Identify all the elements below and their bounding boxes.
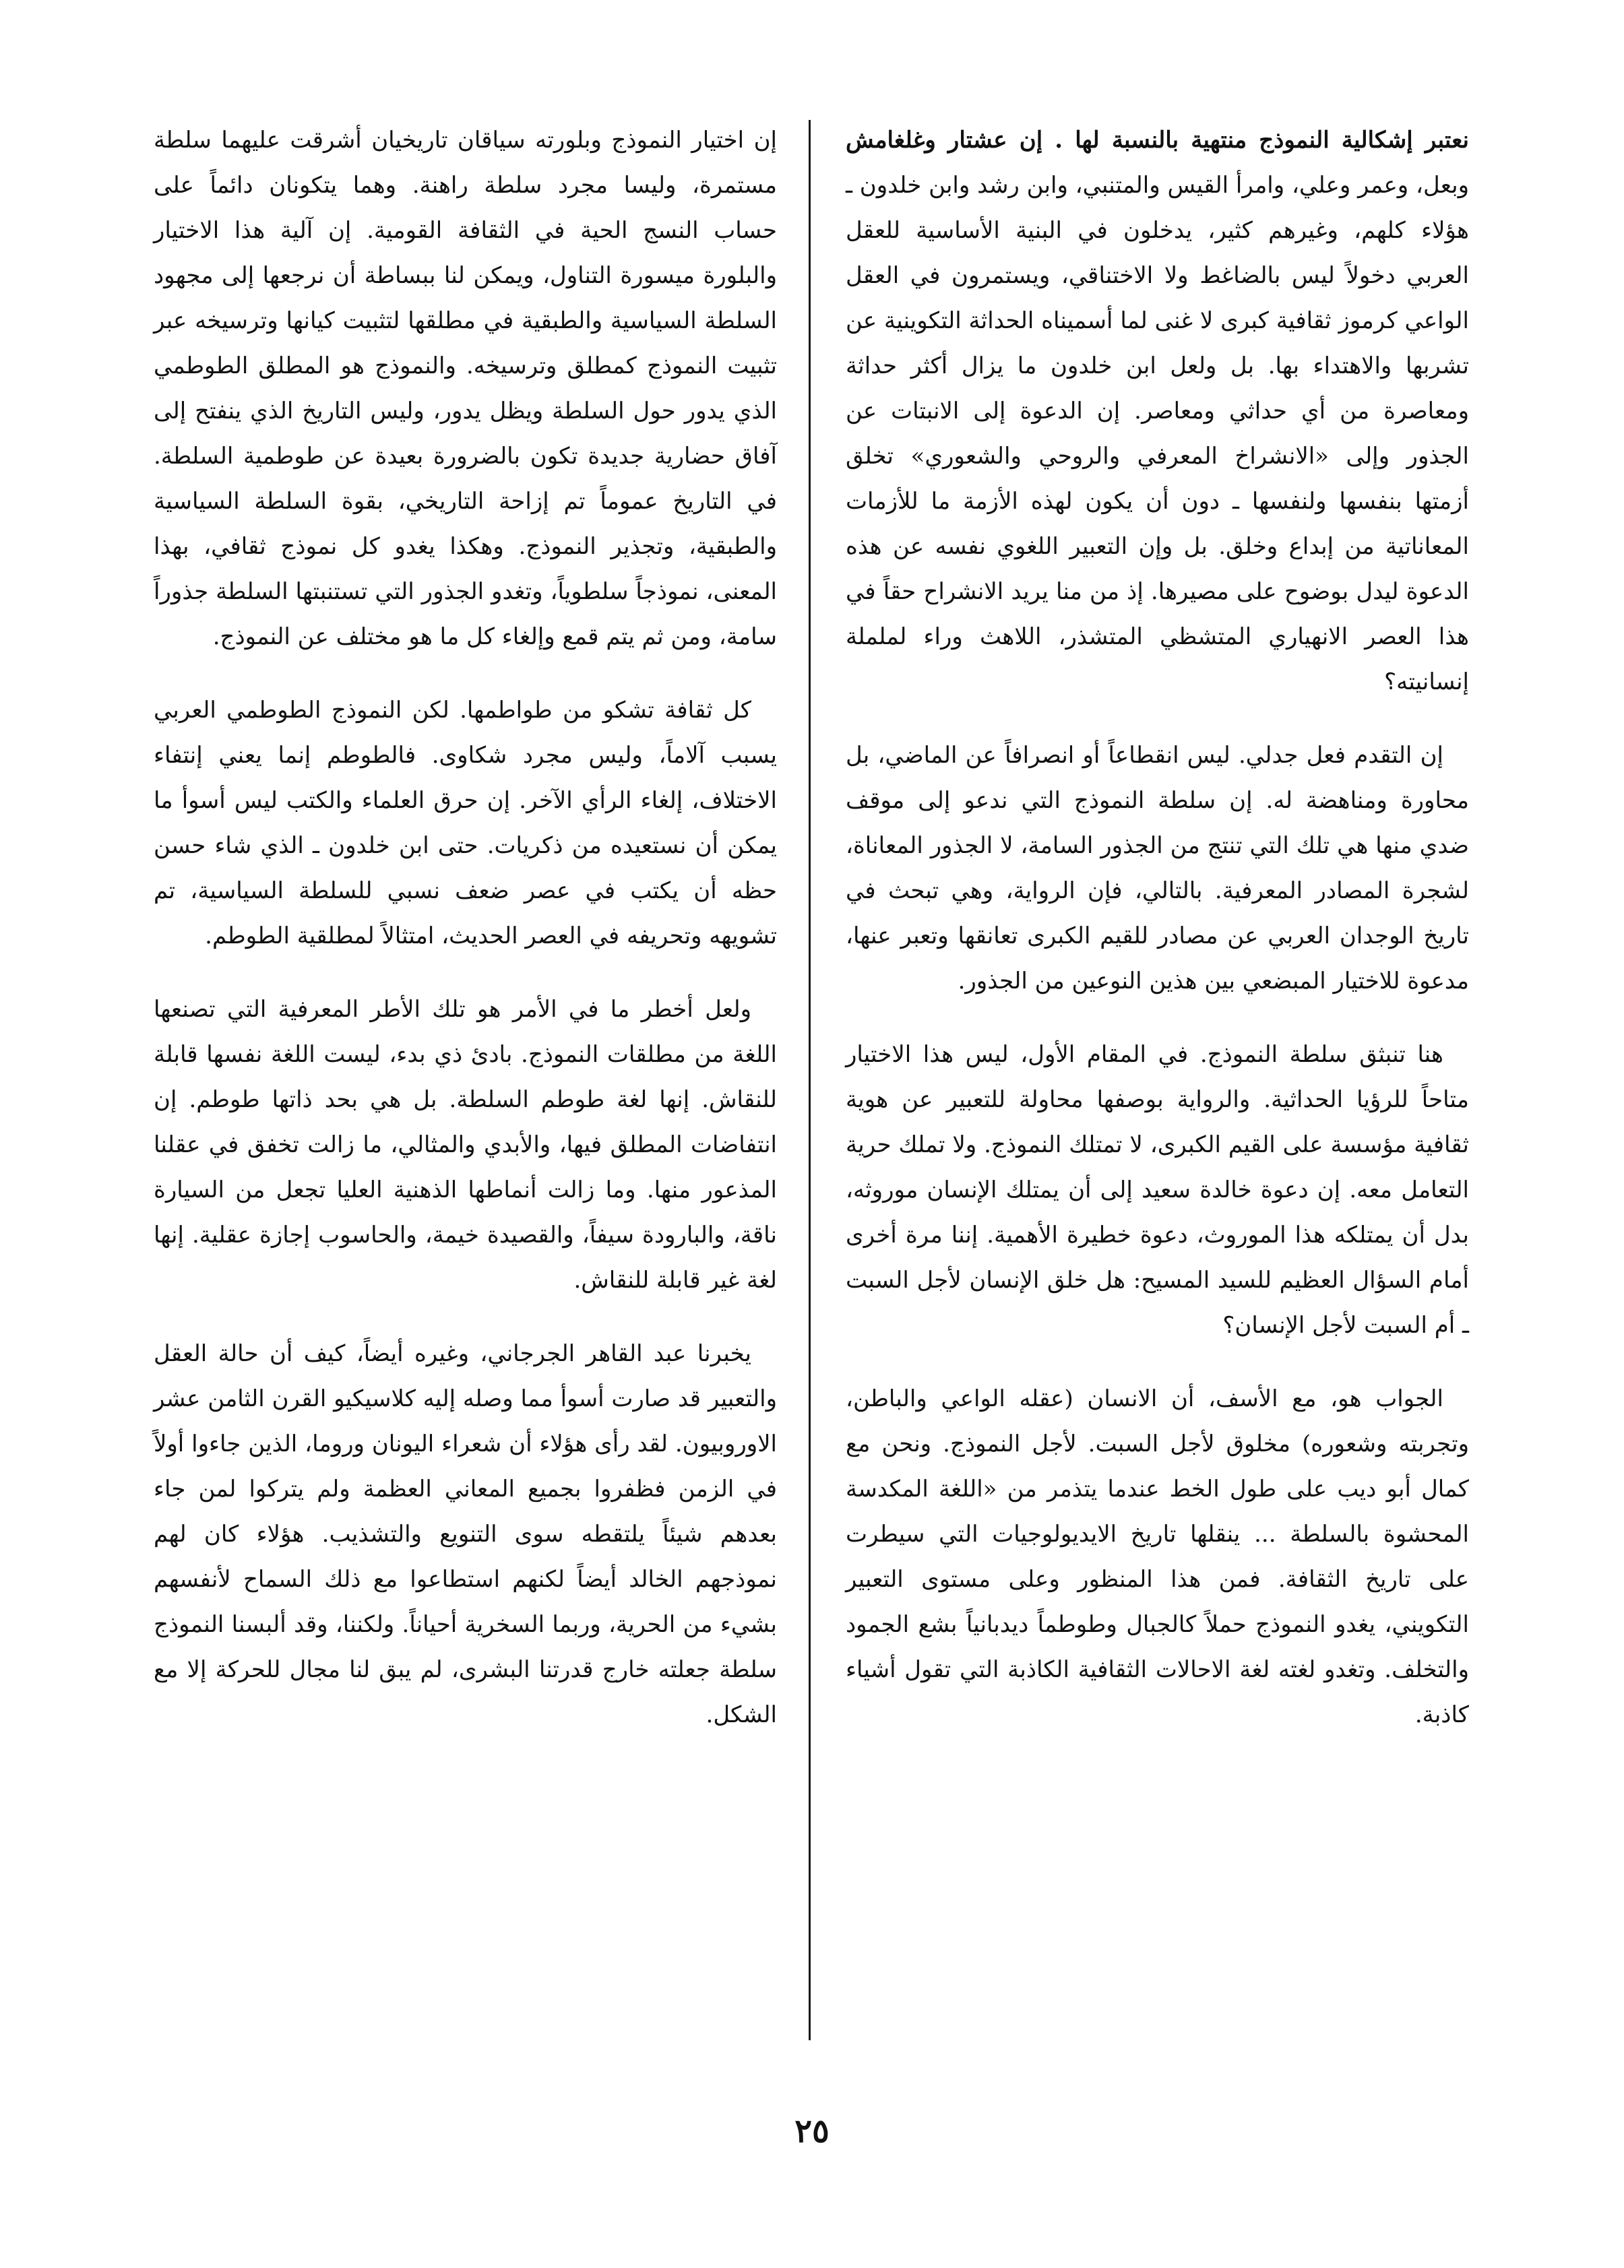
paragraph-text: إن اختيار النموذج وبلورته سياقان تاريخيان أشرقت عليهما سلطة مستمرة، وليسا مجرد سلطة راهنة. وهما يتكونان دائماً على حساب النسج الحية في الثقافة القومية. إن آلية هذا الاختيار والبلورة ميسورة التناول، ويمكن لنا ببساطة أن نرجعها إلى مجهود السلطة السياسية والطبقية في مطلقها لتثبيت كيانها وترسيخه عبر تثبيت النموذج كمطلق وترسيخه. والنموذج هو المطلق الطوطمي الذي يدور حول السلطة ويظل يدور، وليس التاريخ الذي ينفتح إلى آفاق حضارية جديدة تكون بالضرورة بعيدة عن طوطمية السلطة. في التاريخ عموماً تم إزاحة التاريخي، بقوة السلطة السياسية والطبقية، وتجذير النموذج. وهكذا يغدو كل نموذج ثقافي، بهذا المعنى، نموذجاً سلطوياً، وتغدو الجذور التي تستنبتها السلطة جذوراً سامة، ومن ثم يتم قمع وإلغاء كل ما هو مختلف عن النموذج. bbox=[154, 127, 777, 650]
paragraph bbox=[154, 1331, 777, 1738]
left-column bbox=[154, 118, 777, 1766]
paragraph bbox=[846, 118, 1469, 705]
paragraph-text: إن التقدم فعل جدلي. ليس انقطاعاً أو انصرافاً عن الماضي، بل محاورة ومناهضة له. إن سلطة النموذج التي ندعو إلى موقف ضدي منها هي تلك التي تنتج من الجذور السامة، لا الجذور المعاناة، لشجرة المصادر المعرفية. بالتالي، فإن الرواية، وهي تبحث في تاريخ الوجدان العربي عن مصادر للقيم الكبرى تعانقها وتعبر عنها، مدعوة للاختيار المبضعي بين هذين النوعين من الجذور. bbox=[846, 742, 1469, 995]
paragraph bbox=[846, 1377, 1469, 1738]
paragraph-text: كل ثقافة تشكو من طواطمها. لكن النموذج الطوطمي العربي يسبب آلاماً، وليس مجرد شكاوى. فالطوطم إنما يعني إنتفاء الاختلاف، إلغاء الرأي الآخر. إن حرق العلماء والكتب ليس أسوأ ما يمكن أن نستعيده من ذكريات. حتى ابن خلدون ـ الذي شاء حسن حظه أن يكتب في عصر ضعف نسبي للسلطة السياسية، تم تشويهه وتحريفه في العصر الحديث، امتثالاً لمطلقية الطوطم. bbox=[154, 697, 777, 949]
paragraph bbox=[154, 688, 777, 959]
page-number: ٢٥ bbox=[794, 2112, 830, 2150]
paragraph-text: الجواب هو، مع الأسف، أن الانسان (عقله الواعي والباطن، وتجربته وشعوره) مخلوق لأجل السبت. لأجل النموذج. ونحن مع كمال أبو ديب على طول الخط عندما يتذمر من «اللغة المكدسة المحشوة بالسلطة ... ينقلها تاريخ الايديولوجيات التي سيطرت على تاريخ الثقافة. فمن هذا المنظور وعلى مستوى التعبير التكويني، يغدو النموذج حملاً كالجبال وطوطماً ديدبانياً بشع الجمود والتخلف. وتغدو لغته لغة الاحالات الثقافية الكاذبة التي تقول أشياء كاذبة. bbox=[846, 1385, 1469, 1728]
column-divider bbox=[809, 120, 811, 2040]
paragraph-text: يخبرنا عبد القاهر الجرجاني، وغيره أيضاً، كيف أن حالة العقل والتعبير قد صارت أسوأ مما وصله إليه كلاسيكيو القرن الثامن عشر الاوروبيون. لقد رأى هؤلاء أن شعراء اليونان وروما، الذين جاءوا أولاً في الزمن فظفروا بجميع المعاني العظمة ولم يتركوا لمن جاء بعدهم شيئاً يلتقطه سوى التنويع والتشذيب. هؤلاء كان لهم نموذجهم الخالد أيضاً لكنهم استطاعوا مع ذلك السماح لأنفسهم بشيء من الحرية، وربما السخرية أحياناً. ولكننا، وقد ألبسنا النموذج سلطة جعلته خارج قدرتنا البشرى، لم يبق لنا مجال للحركة إلا مع الشكل. bbox=[154, 1340, 778, 1728]
paragraph bbox=[846, 733, 1469, 1004]
paragraph bbox=[846, 1032, 1469, 1348]
paragraph-text: ولعل أخطر ما في الأمر هو تلك الأطر المعرفية التي تصنعها اللغة من مطلقات النموذج. بادئ ذي بدء، ليست اللغة نفسها قابلة للنقاش. إنها لغة طوطم السلطة. بل هي بحد ذاتها طوطم. إن انتفاضات المطلق فيها، والأبدي والمثالي، ما زالت تخفق في عقلنا المذعور منها. وما زالت أنماطها الذهنية العليا تجعل من السيارة ناقة، والبارودة سيفاً، والقصيدة خيمة، والحاسوب إجازة عقلية. إنها لغة غير قابلة للنقاش. bbox=[154, 996, 777, 1294]
paragraph bbox=[154, 118, 777, 660]
right-column bbox=[846, 118, 1469, 1766]
paragraph-lead: نعتبر إشكالية النموذج منتهية بالنسبة لها . إن عشتار وغلغامش bbox=[846, 127, 1469, 154]
paragraph-text: وبعل، وعمر وعلي، وامرأ القيس والمتنبي، وابن رشد وابن خلدون ـ هؤلاء كلهم، وغيرهم كثير، يدخلون في البنية الأساسية للعقل العربي دخولاً ليس بالضاغط ولا الاختناقي، ويستمرون في العقل الواعي كرموز ثقافية كبرى لا غنى لما أسميناه الحداثة التكوينية عن تشربها والاهتداء بها. بل ولعل ابن خلدون ما يزال أكثر حداثة ومعاصرة من أي حداثي ومعاصر. إن الدعوة إلى الانبتات عن الجذور وإلى «الانشراخ المعرفي والروحي والشعوري» تخلق أزمتها بنفسها ولنفسها ـ دون أن يكون لهذه الأزمة ما للأزمات المعاناتية من إبداع وخلق. بل وإن التعبير اللغوي نفسه عن هذه الدعوة ليدل بوضوح على مصيرها. إذ من منا يريد الانشراح حقاً في هذا العصر الانهياري المتشظي المتشذر، اللاهث وراء لململة إنسانيته؟ bbox=[846, 172, 1469, 695]
paragraph-text: هنا تنبثق سلطة النموذج. في المقام الأول، ليس هذا الاختيار متاحاً للرؤيا الحداثية. والرواية بوصفها محاولة للتعبير عن هوية ثقافية مؤسسة على القيم الكبرى، لا تمتلك النموذج. ولا تملك حرية التعامل معه. إن دعوة خالدة سعيد إلى أن يمتلك الإنسان موروثه، بدل أن يمتلكه هذا الموروث، دعوة خطيرة الأهمية. إننا مرة أخرى أمام السؤال العظيم للسيد المسيح: هل خلق الإنسان لأجل السبت ـ أم السبت لأجل الإنسان؟ bbox=[846, 1041, 1469, 1339]
paragraph bbox=[154, 987, 777, 1303]
